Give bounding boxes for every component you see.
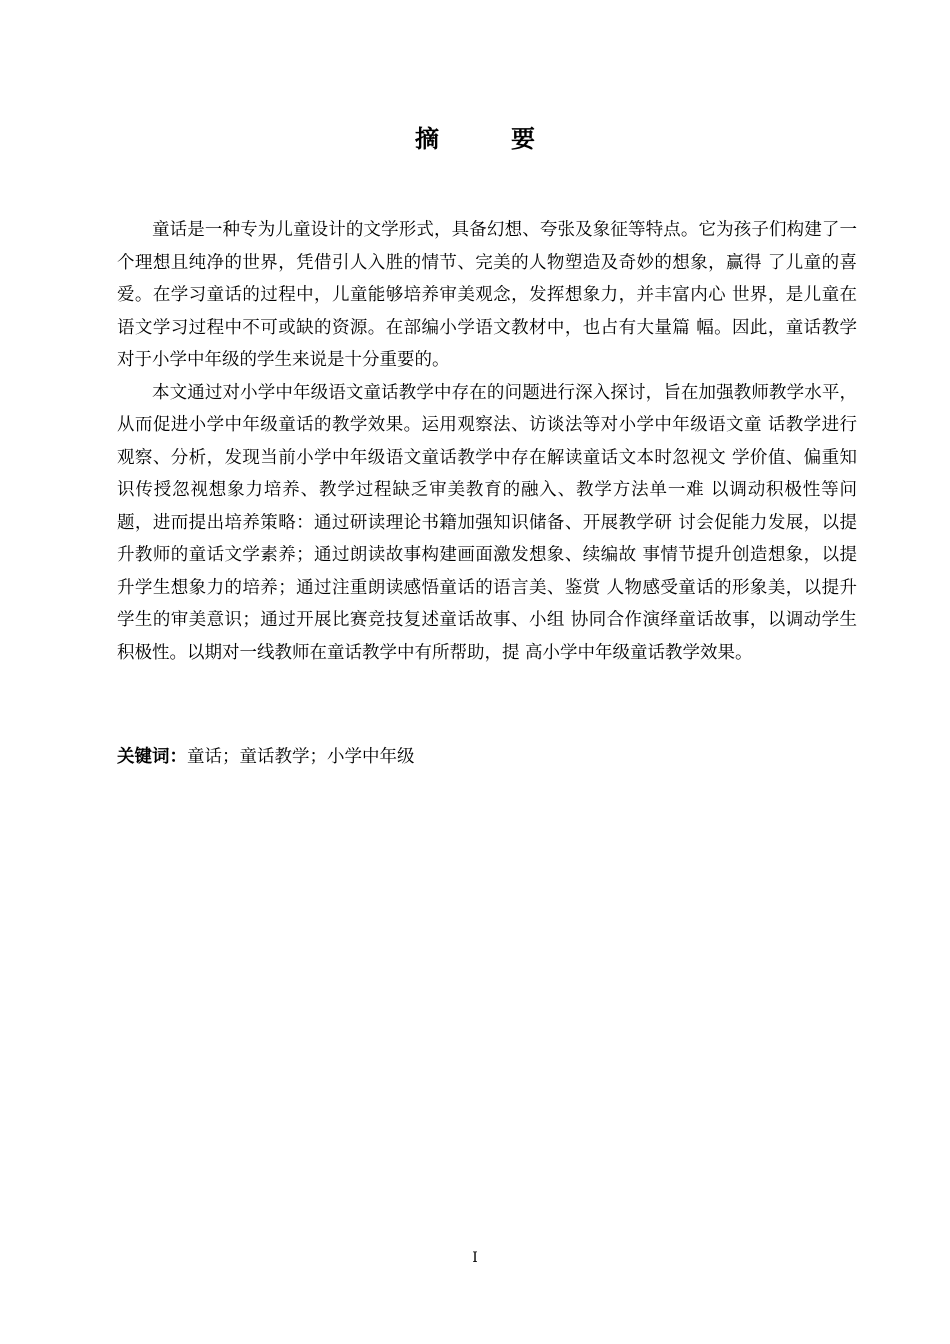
abstract-paragraph-2: 本文通过对小学中年级语文童话教学中存在的问题进行深入探讨，旨在加强教师教学水平，从而促进小学中年级童话的教学效果。运用观察法、访谈法等对小学中年级语文童 话教学进行观察、分析，发现当前小学中年级语文童话教学中存在解读童话文本时忽视文 学价值、偏重知识传授忽视想象力培养、教学过程缺乏审美教育的融入、教学方法单一难 以调动积极性等问题，进而提出培养策略：通过研读理论书籍加强知识储备、开展教学研 讨会促能力发展，以提升教师的童话文学素养；通过朗读故事构建画面激发想象、续编故 事情节提升创造想象，以提升学生想象力的培养；通过注重朗读感悟童话的语言美、鉴赏 人物感受童话的形象美，以提升学生的审美意识；通过开展比赛竞技复述童话故事、小组 协同合作演绎童话故事，以调动学生积极性。以期对一线教师在童话教学中有所帮助，提 高小学中年级童话教学效果。 — [117, 382, 857, 663]
abstract-paragraph-1: 童话是一种专为儿童设计的文学形式，具备幻想、夸张及象征等特点。它为孩子们构建了一个理想且纯净的世界，凭借引人入胜的情节、完美的人物塑造及奇妙的想象，赢得 了儿童的喜爱。在学习童话的过程中，儿童能够培养审美观念，发挥想象力，并丰富内心 世界，是儿童在语文学习过程中不可或缺的资源。在部编小学语文教材中，也占有大量篇 幅。因此，童话教学对于小学中年级的学生来说是十分重要的。 — [117, 220, 857, 370]
keywords-value: 童话；童话教学；小学中年级 — [187, 747, 415, 767]
abstract-body — [117, 214, 857, 669]
keywords-label: 关键词： — [117, 747, 187, 767]
keywords-line — [117, 741, 415, 773]
page-title: 摘 要 — [415, 125, 559, 153]
page-number: I — [472, 1250, 478, 1266]
